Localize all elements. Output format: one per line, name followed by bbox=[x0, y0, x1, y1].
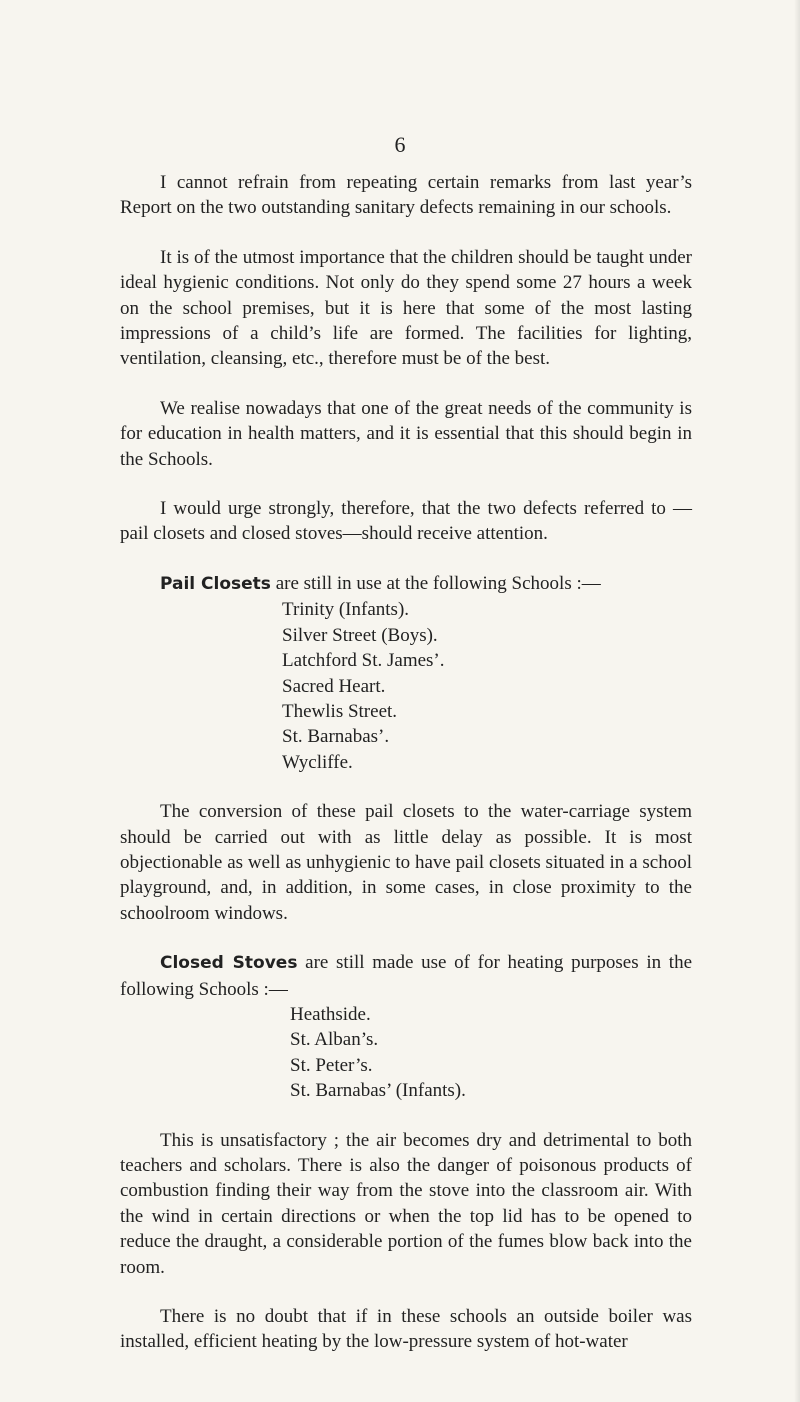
list-item: Sacred Heart. bbox=[282, 675, 386, 697]
paragraph-8: This is unsatisfactory ; the air becomes dry and detrimental to both teachers and scholars. There is also the danger of poisonous products of combustion finding their way from the stove into the classroom air. With the wind in certain directions or when the top lid has to be opened to reduce the draught, a considerable portion of the fumes blow back into the room. bbox=[120, 1129, 692, 1278]
list-item: Wycliffe. bbox=[282, 751, 353, 773]
paragraph-4: I would urge strongly, therefore, that the two defects referred to —pail closets and closed stoves—should receive attention. bbox=[120, 498, 692, 545]
list-item: Latchford St. James’. bbox=[282, 650, 445, 672]
pail-closets-intro bbox=[120, 571, 692, 597]
page-number: 6 bbox=[394, 132, 406, 157]
closed-stoves-school-list bbox=[120, 1002, 692, 1104]
page-edge-shadow bbox=[794, 0, 800, 1402]
closed-stoves-intro bbox=[120, 950, 692, 1002]
list-item: St. Alban’s. bbox=[290, 1029, 379, 1051]
list-item: Heathside. bbox=[290, 1003, 371, 1025]
list-item: Thewlis Street. bbox=[282, 700, 398, 722]
paragraph-2: It is of the utmost importance that the children should be taught under ideal hygienic conditions. Not only do they spend some 27 hours a week on the school premises, but it is here that some of the most lasting impressions of a child’s life are formed. The facilities for lighting, ventilation, cleansing, etc., therefore must be of the best. bbox=[120, 246, 692, 370]
document-body bbox=[120, 170, 692, 1355]
paragraph-1: I cannot refrain from repeating certain remarks from last year’s Report on the two outstanding sanitary defects remaining in our schools. bbox=[120, 172, 692, 219]
list-item: Trinity (Infants). bbox=[282, 599, 410, 621]
paragraph-6: The conversion of these pail closets to the water-carriage system should be carried out with as little delay as possible. It is most objectionable as well as unhygienic to have pail closets situated in a school playground, and, in addition, in some cases, in close proximity to the schoolroom windows. bbox=[120, 801, 692, 924]
closed-stoves-heading: Closed Stoves bbox=[160, 953, 298, 974]
pail-closets-heading: Pail Closets bbox=[160, 573, 271, 594]
paragraph-3: We realise nowadays that one of the great needs of the community is for education in health matters, and it is essential that this should begin in the Schools. bbox=[120, 397, 692, 470]
pail-closets-school-list bbox=[120, 597, 692, 775]
list-item: St. Peter’s. bbox=[290, 1054, 373, 1076]
pail-closets-intro-text: are still in use at the following Schools :— bbox=[270, 572, 601, 594]
list-item: St. Barnabas’. bbox=[282, 726, 390, 748]
closed-stoves-intro-text: are still made use of for heating purposes in the following Schools :— bbox=[120, 952, 693, 1000]
paragraph-9: There is no doubt that if in these schools an outside boiler was installed, efficient heating by the low-pressure system of hot-water bbox=[120, 1306, 692, 1353]
list-item: Silver Street (Boys). bbox=[282, 624, 438, 646]
list-item: St. Barnabas’ (Infants). bbox=[290, 1080, 466, 1102]
